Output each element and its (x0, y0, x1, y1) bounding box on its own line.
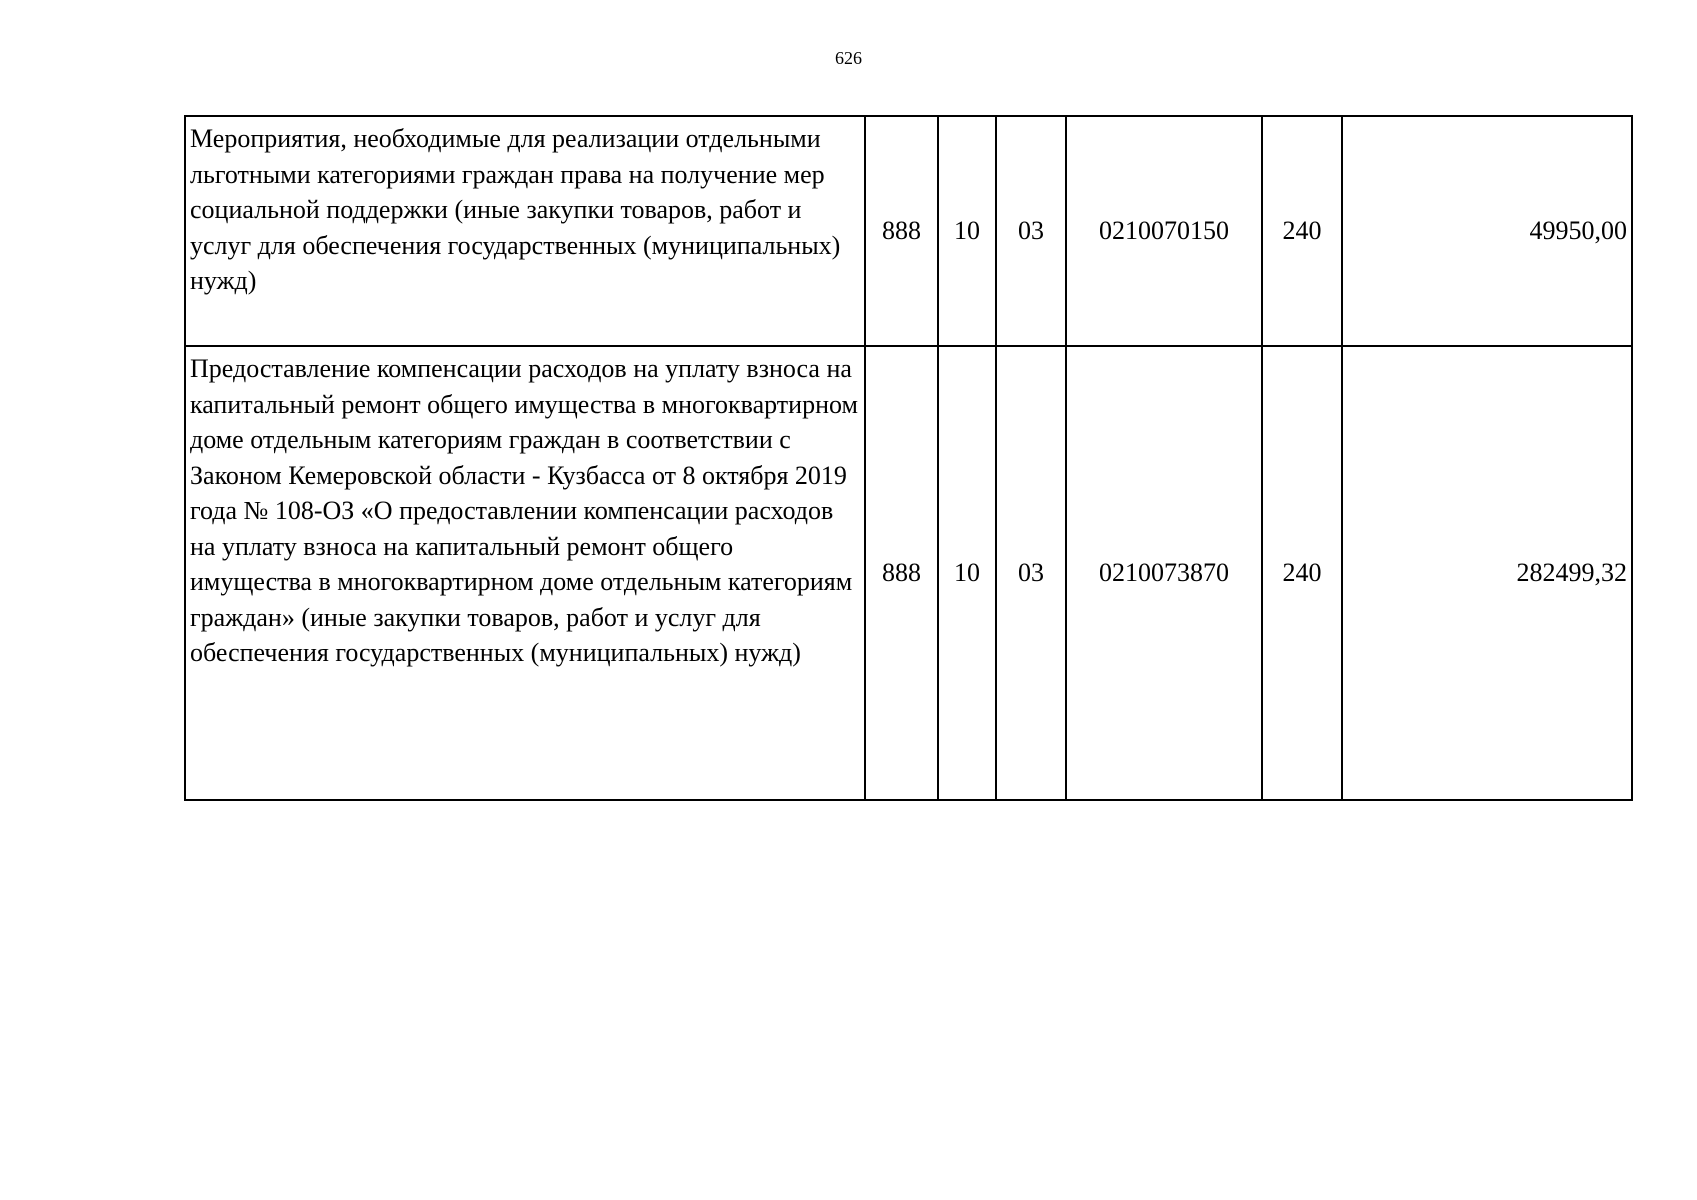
section-cell: 10 (938, 116, 996, 346)
target-article-cell: 0210073870 (1066, 346, 1262, 800)
expense-type-cell: 240 (1262, 116, 1342, 346)
expense-type-cell: 240 (1262, 346, 1342, 800)
table-row (185, 116, 1632, 346)
page-number: 626 (835, 48, 862, 68)
description-cell: Мероприятия, необходимые для реализации отдельными льготными категориями граждан права на получение мер социальной поддержки (иные закупки товаров, работ и услуг для обеспечения государственных (муниципальных) нужд) (185, 116, 865, 346)
ministry-code-cell: 888 (865, 116, 938, 346)
budget-table (184, 115, 1633, 801)
amount-cell: 282499,32 (1342, 346, 1632, 800)
ministry-code-cell: 888 (865, 346, 938, 800)
description-cell: Предоставление компенсации расходов на уплату взноса на капитальный ремонт общего имущества в многоквартирном доме отдельным категориям граждан в соответствии с Законом Кемеровской области - Кузбасса от 8 октября 2019 года № 108-ОЗ «О предоставлении компенсации расходов на уплату взноса на капитальный ремонт общего имущества в многоквартирном доме отдельным категориям граждан» (иные закупки товаров, работ и услуг для обеспечения государственных (муниципальных) нужд) (185, 346, 865, 800)
section-cell: 10 (938, 346, 996, 800)
target-article-cell: 0210070150 (1066, 116, 1262, 346)
subsection-cell: 03 (996, 346, 1066, 800)
subsection-cell: 03 (996, 116, 1066, 346)
table-row (185, 346, 1632, 800)
amount-cell: 49950,00 (1342, 116, 1632, 346)
